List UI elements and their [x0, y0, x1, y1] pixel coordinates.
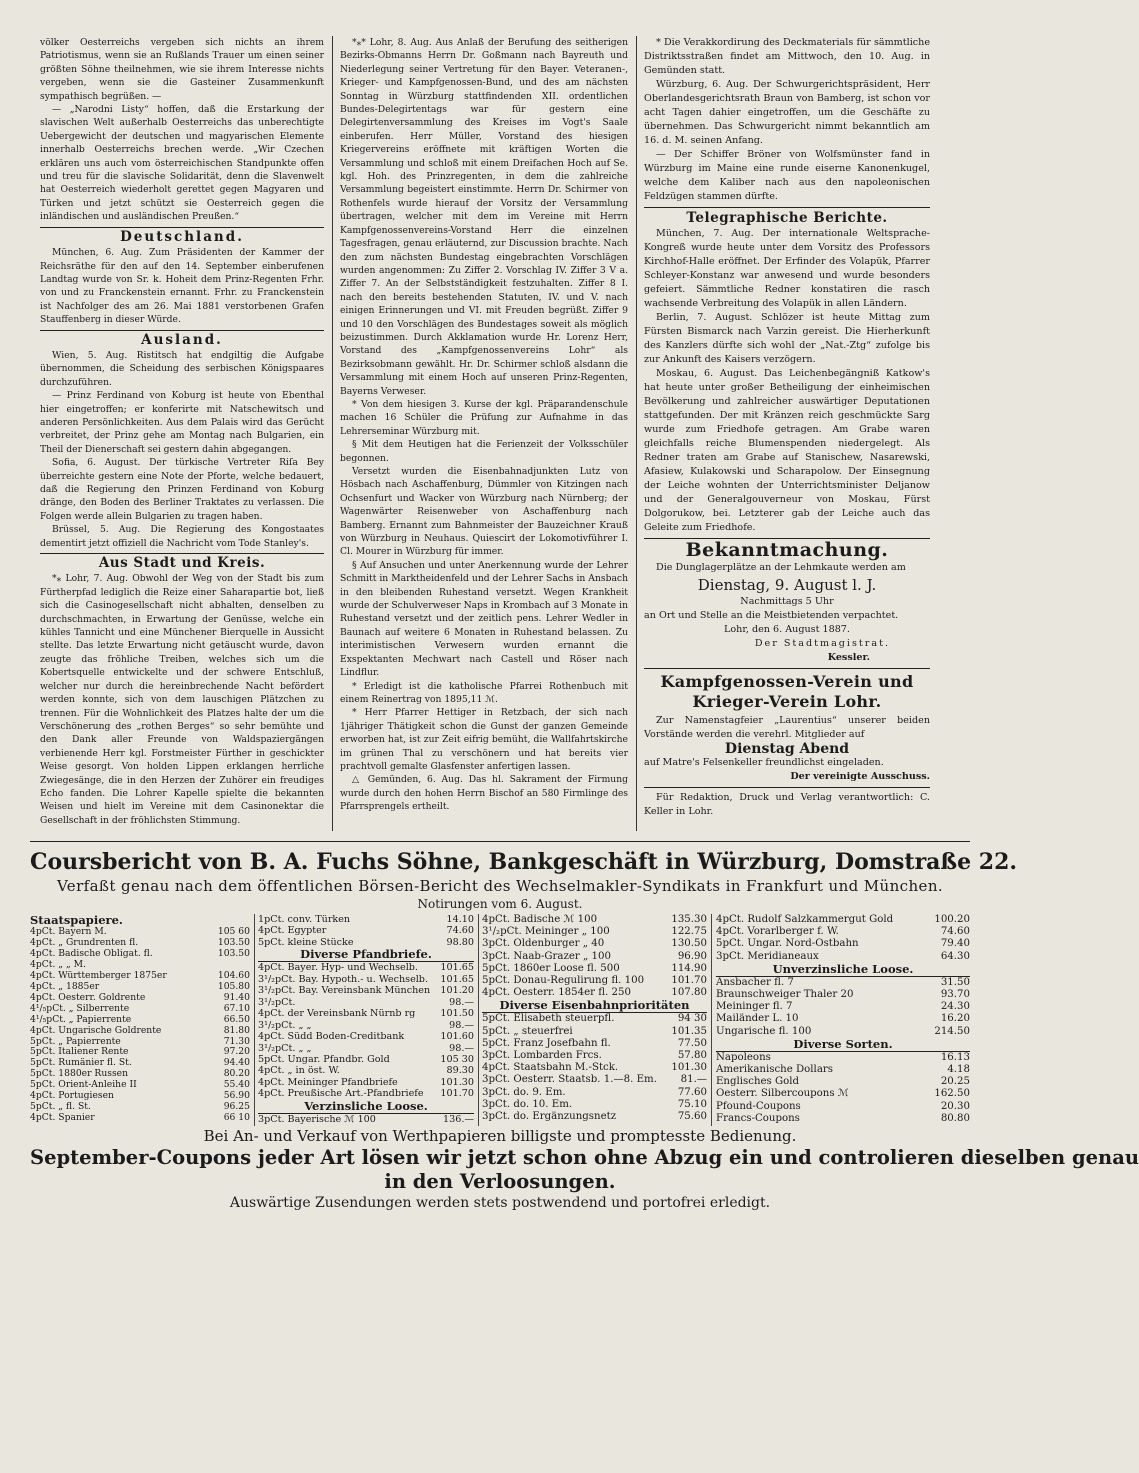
table-row — [716, 1064, 970, 1076]
table-cell-value: 100.20 — [934, 914, 970, 925]
table-cell-value: 136.— — [443, 1113, 474, 1125]
section-heading-deutschland: Deutschland. — [120, 228, 244, 245]
table-cell-value: 66.50 — [223, 1013, 250, 1025]
divider — [644, 668, 930, 669]
table-cell-name: Napoleons — [716, 1051, 771, 1063]
coursbericht-footer-1: Bei An- und Verkauf von Werthpapieren billigste und promptesste Bedienung. — [203, 1127, 797, 1145]
table-row — [716, 938, 970, 950]
coursbericht-footer-2b: in den Verloosungen. — [384, 1170, 616, 1193]
table-row — [258, 925, 474, 936]
table-row — [716, 977, 970, 989]
table-cell-name: 3pCt. do. Ergänzungsnetz — [482, 1111, 617, 1123]
table-cell-value: 80.20 — [223, 1068, 250, 1080]
table-column-4 — [716, 914, 970, 1125]
table-cell-value: 135.30 — [671, 914, 707, 925]
table-cell-value: 101.30 — [440, 1076, 474, 1088]
table-cell-name: 3¹/₂pCt. Meininger „ 100 — [482, 926, 610, 938]
article-lohr-7: *⁎ Lohr, 7. Aug. Obwohl der Weg von der Stadt bis zum Fürtherpfad lediglich die Reize einer Saharapartie bot, ließ sich die Casinogesellschaft nicht abhalten, denselben zu durchschmachten, in Erwartung der Genüsse, welche ein kühles Tannicht und eine Münchener Bierquelle in Aussicht stellte. Das letzte Erwartung nicht getäuscht wurde, davon zeugte das fröhliche Treiben, welches sich um die Kobertsquelle entwickelte und der schwere Entschluß, welcher nur durch die hereinbrechende Nacht befördert werden konnte, sich von dem lauschigen Plätzchen zu trennen. Für die Wohnlichkeit des Platzes halte der um die Verschönerung des „rothen Berges“ so sehr bemühte und den Dank aller Freunde von Waldspaziergängen verbienende Herr kgl. Forstmeister Fürther in geschickter Weise gesorgt. Von holden Lippen erklangen herrliche Zwiegesänge, die in den Herzen der Zuhörer ein freudiges Echo fanden. Die Lohrer Kapelle spielte die bekannten Weisen und hielt im Vereine mit dem Casinonektar die Gesellschaft in der fröhlichsten Stimmung. — [40, 573, 324, 826]
table-cell-value: 98.— — [449, 1042, 474, 1054]
verein-text: Zur Namenstagfeier „Laurentius“ unserer beiden Vorstände werden die verehrl. Mitglieder auf — [644, 715, 930, 740]
table-row — [482, 914, 707, 926]
course-table — [30, 914, 970, 1126]
bekanntmachung-time: Nachmittags 5 Uhr — [740, 596, 834, 607]
table-row — [482, 1062, 707, 1074]
table-cell-name: 3¹/₂pCt. „ „ — [258, 1019, 312, 1031]
table-cell-value: 79.40 — [940, 938, 970, 950]
table-cell-name: 4pCt. Spanier — [30, 1112, 95, 1124]
table-cell-value: 104.60 — [217, 969, 250, 981]
table-cell-value: 74.60 — [446, 925, 474, 937]
article-pfarrei-rothenbuch: * Erledigt ist die katholische Pfarrei Rothenbuch mit einem Reinertrag von 1895,11 ℳ. — [340, 680, 628, 705]
table-cell-value: 101.70 — [671, 975, 707, 987]
table-row — [716, 1001, 970, 1013]
table-cell-name: 5pCt. Donau-Regulirung fl. 100 — [482, 975, 645, 987]
table-row — [482, 975, 707, 987]
coursbericht-footer-3: Auswärtige Zusendungen werden stets postwendend und portofrei erledigt. — [229, 1195, 771, 1211]
bekanntmachung-text: Die Dunglagerplätze an der Lehmkaute werden am — [656, 562, 906, 573]
table-cell-value: 81.— — [680, 1074, 707, 1086]
verein-signature: Der vereinigte Ausschuss. — [790, 771, 930, 782]
table-row — [30, 1004, 250, 1015]
table-section-heading: Verzinsliche Loose. — [258, 1100, 474, 1114]
table-cell-name: 3pCt. Lombarden Frcs. — [482, 1050, 602, 1062]
table-cell-name: 3¹/₂pCt. — [258, 996, 296, 1008]
table-row — [716, 926, 970, 938]
bekanntmachung-signature: Der Stadtmagistrat. — [754, 638, 890, 649]
table-row — [258, 962, 474, 973]
bekanntmachung-place: Lohr, den 6. August 1887. — [724, 624, 850, 635]
table-cell-name: 4pCt. Badische Obligat. fl. — [30, 947, 153, 959]
verein-date: Dienstag Abend — [724, 741, 850, 757]
section-heading-stadt-kreis: Aus Stadt und Kreis. — [98, 555, 266, 572]
table-cell-value: 20.30 — [940, 1100, 970, 1112]
bekanntmachung-signature-name: Kessler. — [827, 652, 870, 663]
table-cell-value: 81.80 — [223, 1024, 250, 1036]
article-wuerzburg-schwurgericht: Würzburg, 6. Aug. Der Schwurgerichtspräsident, Herr Oberlandesgerichtsrath Braun von Bamberg, ist schon vor acht Tagen dahier eingetroffen, um die Geschäfte zu übernehmen. Das Schwurgericht nimmt bekanntlich am 16. d. M. seinen Anfang. — [644, 79, 930, 146]
table-cell-name: 4pCt. „ in öst. W. — [258, 1065, 340, 1077]
table-row — [258, 1020, 474, 1031]
table-cell-value: 94.40 — [223, 1057, 250, 1069]
table-row — [482, 1074, 707, 1086]
table-cell-value: 57.80 — [677, 1050, 707, 1062]
table-cell-value: 67.10 — [223, 1002, 250, 1014]
table-cell-name: 4pCt. Ungarische Goldrente — [30, 1024, 162, 1036]
article-tele-muenchen: München, 7. Aug. Der internationale Weltsprache-Kongreß wurde heute unter dem Vorsitz des Professors Kirchhof-Halle eröffnet. Der Erfinder des Volapük, Pfarrer Schleyer-Konstanz war anwesend und wurde besonders gefeiert. Sämmtliche Redner konstatiren die rasch wachsende Verbreitung des Volapük in allen Ländern. — [644, 228, 930, 309]
table-cell-name: 3¹/₂pCt. Bay. Hypoth.- u. Wechselb. — [258, 973, 429, 985]
table-cell-value: 64.30 — [940, 950, 970, 962]
table-cell-name: 4pCt. Bayern M. — [30, 926, 107, 937]
table-section-heading: Unverzinsliche Loose. — [716, 963, 970, 977]
table-cell-value: 75.60 — [677, 1111, 707, 1123]
table-cell-value: 98.80 — [446, 936, 474, 948]
coursbericht-note: Notirungen vom 6. August. — [417, 897, 583, 911]
article-intro: völker Oesterreichs vergeben sich nichts an ihrem Patriotismus, wenn sie an Rußlands Trauer um einen seiner größten Söhne theilnehmen, wie sie ihrem Interesse nichts vergeben, wenn sie die Gasteiner Zusammenkunft sympathisch begrüßen. — — [40, 37, 324, 102]
table-row — [482, 963, 707, 975]
article-berlin: Berlin, 7. August. Schlözer ist heute Mittag zum Fürsten Bismarck nach Varzin gereist. Die Hierherkunft des Kanzlers dürfte sich wohl der „Nat.-Ztg“ zufolge bis zur Ankunft des Kaisers verzögern. — [644, 312, 930, 365]
table-cell-name: 4pCt. Portugiesen — [30, 1090, 114, 1102]
table-row — [716, 1052, 970, 1064]
table-row — [716, 1076, 970, 1088]
table-cell-name: Francs-Coupons — [716, 1112, 800, 1124]
table-cell-value: 24.30 — [940, 1001, 970, 1013]
table-row — [716, 1101, 970, 1113]
table-cell-name: 3pCt. Naab-Grazer „ 100 — [482, 950, 611, 962]
divider — [40, 330, 324, 331]
table-row — [258, 914, 474, 925]
table-cell-name: Braunschweiger Thaler 20 — [716, 989, 854, 1001]
table-cell-name: 3pCt. Oldenburger „ 40 — [482, 938, 605, 950]
table-cell-value: 77.50 — [677, 1037, 707, 1049]
table-row — [482, 1038, 707, 1050]
article-gemuenden: △ Gemünden, 6. Aug. Das hl. Sakrament der Firmung wurde durch den hohen Herrn Bischof an 580 Firmlinge des Pfarrsprengels ertheilt. — [340, 774, 628, 813]
table-cell-value: 77.60 — [677, 1086, 707, 1098]
table-cell-value: 101.65 — [440, 962, 474, 974]
table-cell-name: 4pCt. „ Grundrenten fl. — [30, 936, 139, 948]
divider — [40, 227, 324, 228]
table-cell-value: 31.50 — [940, 976, 970, 988]
table-row — [716, 1088, 970, 1100]
table-cell-name: 3pCt. Bayerische ℳ 100 — [258, 1113, 376, 1125]
table-cell-name: 4pCt. Oesterr. Goldrente — [30, 991, 146, 1003]
table-cell-name: 1pCt. conv. Türken — [258, 914, 351, 925]
table-cell-name: 3¹/₂pCt. „ „ — [258, 1042, 312, 1054]
table-cell-value: 162.50 — [934, 1088, 970, 1100]
table-row — [30, 1015, 250, 1026]
table-row — [482, 926, 707, 938]
article-wien: Wien, 5. Aug. Ristitsch hat endgiltig die Aufgabe übernommen, die Scheidung des serbischen Königspaares durchzuführen. — [40, 349, 324, 388]
table-cell-value: 105 60 — [217, 926, 250, 937]
table-cell-value: 55.40 — [223, 1079, 250, 1091]
table-cell-name: Englisches Gold — [716, 1076, 800, 1088]
table-row — [258, 1031, 474, 1042]
table-row — [258, 1114, 474, 1125]
table-cell-name: 4pCt. Rudolf Salzkammergut Gold — [716, 914, 894, 925]
table-cell-value: 20.25 — [940, 1076, 970, 1088]
table-cell-value: 16.20 — [940, 1013, 970, 1025]
table-cell-name: 3¹/₂pCt. Bay. Vereinsbank München — [258, 985, 431, 997]
coursbericht-section — [30, 838, 1139, 1212]
table-row — [716, 914, 970, 926]
table-row — [258, 974, 474, 985]
table-cell-value: 98.— — [449, 1019, 474, 1031]
table-cell-value: 101.50 — [440, 1008, 474, 1020]
table-cell-name: 3pCt. do. 10. Em. — [482, 1098, 573, 1110]
table-column-3 — [482, 914, 707, 1123]
table-cell-value: 107.80 — [671, 987, 707, 999]
table-cell-name: 4pCt. der Vereinsbank Nürnb rg — [258, 1008, 416, 1020]
table-row — [258, 1008, 474, 1019]
table-cell-name: 4pCt. Vorarlberger f. W. — [716, 926, 839, 938]
table-cell-value: 14.10 — [446, 914, 474, 925]
table-cell-name: 4pCt. Bayer. Hyp- und Wechselb. — [258, 962, 418, 974]
bekanntmachung-text-2: an Ort und Stelle an die Meistbietenden verpachtet. — [644, 610, 899, 621]
article-prinz-ferdinand: — Prinz Ferdinand von Koburg ist heute von Ebenthal hier eingetroffen; er konferirte mit Natschewitsch und anderen Persönlichkeiten. Aus dem Palais wird das Gerücht verbreitet, der Prinz gehe am Montag nach Bulgarien, ein Theil der Dienerschaft sei gestern dahin abgegangen. — [40, 390, 324, 455]
article-lehrer-ruhestand: § Auf Ansuchen und unter Anerkennung wurde der Lehrer Schmitt in Marktheidenfeld und der Lehrer Sachs in Ansbach in den bleibenden Ruhestand versetzt. Wegen Krankheit wurde der Schulverweser Naps in Krombach auf 3 Monate in Ruhestand versetzt und der zeitlich pens. Lehrer Wedler in Baunach auf weitere 6 Monaten in Ruhestand belassen. Zu interimistischen Verwesern wurden ernannt die Exspektanten Mechwart nach Castell und Röser nach Lindflur. — [340, 559, 628, 679]
table-cell-value: 97.20 — [223, 1046, 250, 1058]
table-cell-value: 98.— — [449, 996, 474, 1008]
table-row — [258, 1065, 474, 1076]
table-row — [258, 1043, 474, 1054]
article-muenchen: München, 6. Aug. Zum Präsidenten der Kammer der Reichsräthe für den auf den 14. September einberufenen Landtag wurde von Sr. k. Hoheit dem Prinz-Regenten Frhr. von und zu Franckenstein ernannt. Frhr. zu Franckenstein ist Nachfolger des am 26. Mai 1881 verstorbenen Grafen Stauffenberg in dieser Würde. — [40, 247, 324, 326]
table-row — [258, 985, 474, 996]
table-column-2 — [258, 914, 474, 1125]
table-row — [716, 951, 970, 963]
table-cell-value: 74.60 — [940, 926, 970, 938]
table-cell-name: 5pCt. Italiener Rente — [30, 1046, 129, 1058]
table-row — [482, 1050, 707, 1062]
table-cell-name: 5pCt. Franz Josefbahn fl. — [482, 1037, 611, 1049]
divider — [644, 787, 930, 788]
table-cell-name: Mailänder L. 10 — [716, 1013, 799, 1025]
table-cell-value: 71.30 — [223, 1035, 250, 1047]
heading-bekanntmachung: Bekanntmachung. — [685, 539, 889, 561]
table-cell-value: 101.65 — [440, 973, 474, 985]
article-praeparandenschule: * Von dem hiesigen 3. Kurse der kgl. Präparandenschule machen 16 Schüler die Prüfung zur Aufnahme in das Lehrerseminar Würzburg mit. — [340, 398, 628, 437]
table-row — [482, 1026, 707, 1038]
table-cell-value: 101.30 — [671, 1062, 707, 1074]
column-3 — [644, 36, 930, 819]
table-cell-name: 4pCt. Oesterr. 1854er fl. 250 — [482, 987, 631, 999]
table-cell-name: 4pCt. Meininger Pfandbriefe — [258, 1076, 398, 1088]
table-row — [30, 1113, 250, 1124]
article-moskau: Moskau, 6. August. Das Leichenbegängniß Katkow's hat heute unter großer Betheiligung der einheimischen Bevölkerung und zahlreicher auswärtiger Deputationen stattgefunden. Der mit Kränzen reich geschmückte Sarg wurde zum Friedhofe getragen. Am Grabe waren gleichfalls reiche Blumenspenden niedergelegt. Als Redner traten am Grabe auf Stanischew, Nasarewski, Afasiew, Kulakowski und Scharapolow. Der Einsegnung der Leiche wohnten der Unterrichtsminister Deljanow und der Generalgouverneur von Moskau, Fürst Dolgorukow, bei. Letzterer gab der Leiche auch das Geleite zum Friedhofe. — [644, 368, 930, 533]
table-cell-name: 4¹/₅pCt. „ Silberrente — [30, 1002, 130, 1014]
table-cell-value: 101.20 — [440, 985, 474, 997]
table-column-rule — [254, 914, 255, 1126]
table-cell-name: 4pCt. „ „ M. — [30, 958, 86, 970]
table-cell-name: 3pCt. do. 9. Em. — [482, 1086, 566, 1098]
table-section-heading: Diverse Pfandbriefe. — [258, 948, 474, 962]
section-heading-ausland: Ausland. — [141, 331, 223, 348]
column-rule-1 — [332, 36, 333, 831]
article-verakkordirung: * Die Verakkordirung des Deckmaterials für sämmtliche Distriktsstraßen findet am Mittwoch, den 10. Aug. in Gemünden statt. — [644, 37, 930, 76]
table-row — [482, 1013, 707, 1025]
table-column-rule — [711, 914, 712, 1126]
table-cell-name: 4pCt. Württemberger 1875er — [30, 969, 167, 981]
table-cell-name: 4pCt. Südd Boden-Creditbank — [258, 1031, 405, 1043]
table-cell-name: 5pCt. Rumänier fl. St. — [30, 1057, 132, 1069]
table-cell-name: 3pCt. Meridianeaux — [716, 950, 819, 962]
article-kanonenkugel: — Der Schiffer Bröner von Wolfsmünster fand in Würzburg im Maine eine runde eiserne Kanonenkugel, welche dem Kaliber nach aus den napoleonischen Feldzügen stammen dürfte. — [644, 149, 930, 202]
column-2 — [340, 36, 628, 814]
table-cell-name: 4pCt. Badische ℳ 100 — [482, 914, 598, 925]
article-ferienzeit: § Mit dem Heutigen hat die Ferienzeit der Volksschüler begonnen. — [340, 439, 628, 464]
table-cell-name: 5pCt. 1880er Russen — [30, 1068, 129, 1080]
article-versetzungen-eisenbahn: Versetzt wurden die Eisenbahnadjunkten Lutz von Hösbach nach Aschaffenburg, Dümmler von Kitzingen nach Ochsenfurt und Wacker von Würzburg nach Nürnberg; der Wagenwärter Reisenweber von Aschaffenburg nach Bamberg. Ernannt zum Bahnmeister der Bauzeichner Krauß von Würzburg in Neuhaus. Quiescirt der Lokomotivführer I. Cl. Mourer in Würzburg für immer. — [340, 466, 628, 558]
table-section-heading: Staatspapiere. — [30, 913, 123, 927]
article-bruessel: Brüssel, 5. Aug. Die Regierung des Kongostaates dementirt jetzt offiziell die Nachricht vom Tode Stanley's. — [40, 524, 324, 549]
table-cell-name: 5pCt. 1860er Loose fl. 500 — [482, 962, 620, 974]
bekanntmachung-date: Dienstag, 9. August l. J. — [697, 576, 877, 594]
table-row — [716, 1013, 970, 1025]
verein-text-2: auf Matre's Felsenkeller freundlichst eingeladen. — [644, 757, 884, 768]
table-row — [716, 989, 970, 1001]
article-lohr-8: *⁎* Lohr, 8. Aug. Aus Anlaß der Berufung des seitherigen Bezirks-Obmanns Herrn Dr. Goßmann nach Bayreuth und Niederlegung seiner Vertretung für den Bayer. Veteranen-, Krieger- und Kampfgenossen-Bund, und des am nächsten Sonntag in Würzburg stattfindenden XII. ordentlichen Bundes-Delegirtentags war für gestern eine Delegirtenversammlung des Kreises im Vogt's Saale einberufen. Herr Müller, Vorstand des hiesigen Kriegervereins eröffnete mit kräftigen Worten die Versammlung und schloß mit einem Dreifachen Hoch auf Se. kgl. Hoh. des Prinzregenten, in dem die zahlreiche Versammlung begeistert einstimmte. Herrn Dr. Schirmer von Rothenfels wurde hierauf der Vorsitz der Versammlung übertragen, welcher mit dem im Vereine mit Herrn Kampfgenossenvereins-Vorstand Herr die einzelnen Tagesfragen, genau erläuternd, zur Discussion brachte. Nach den zum nächsten Bundestag eingebrachten Vorschlägen wurden angenommen: Zu Ziffer 2. Vorschlag IV. Ziffer 3 V a. Ziffer 7. An der Selbstständigkeit festzuhalten. Ziffer 8 I. nach den bereits bestehenden Statuten, IV. und V. nach einigen Erinnerungen und VI. mit Freuden begrüßt. Ziffer 9 und 10 den Vorschlägen des Bundestages soweit als möglich beizustimmen. Durch Akklamation wurde Hr. Lorenz Herr, Vorstand des „Kampfgenossenvereins Lohr“ als Bezirksobmann gewählt. Hr. Dr. Schirmer schloß alsdann die Versammlung mit einem Hoch auf unseren Prinz-Regenten, Bayerns Verweser. — [340, 37, 628, 397]
table-row — [716, 1113, 970, 1125]
column-rule-2 — [636, 36, 637, 831]
table-row — [258, 1054, 474, 1065]
table-cell-name: 5pCt. Orient-Anleihe II — [30, 1079, 137, 1091]
table-cell-name: 4pCt. Egypter — [258, 925, 327, 937]
coursbericht-title: Coursbericht von B. A. Fuchs Söhne, Bankgeschäft in Würzburg, Domstraße 22. — [30, 849, 1018, 875]
table-cell-name: 5pCt. „ fl. St. — [30, 1101, 91, 1113]
table-row — [258, 997, 474, 1008]
table-cell-name: 5pCt. Elisabeth steuerpfl. — [482, 1013, 615, 1025]
table-row — [482, 1099, 707, 1111]
table-cell-value: 122.75 — [671, 926, 707, 938]
table-cell-name: 5pCt. „ steuerfrei — [482, 1025, 573, 1037]
table-cell-value: 114.90 — [671, 962, 707, 974]
table-cell-name: 4pCt. „ 1885er — [30, 980, 100, 992]
table-section-heading: Diverse Eisenbahnprioritäten — [482, 999, 707, 1013]
table-cell-value: 130.50 — [671, 938, 707, 950]
divider — [644, 207, 930, 208]
table-cell-value: 75.10 — [677, 1098, 707, 1110]
coursbericht-subtitle: Verfaßt genau nach dem öffentlichen Börsen-Bericht des Wechselmakler-Syndikats in Frankfurt und München. — [56, 877, 944, 895]
table-cell-name: 4¹/₅pCt. „ Papierrente — [30, 1013, 132, 1025]
article-pfarrer-hettiger: * Herr Pfarrer Hettiger in Retzbach, der sich nach 1jähriger Thätigkeit schon die Gunst der ganzen Gemeinde erworben hat, ist zur Zeit eifrig bemüht, die Wallfahrtskirche im grünen Thal zu verschönern und hat bereits vier prachtvoll gemalte Glasfenster anfertigen lassen. — [340, 707, 628, 772]
table-row — [482, 951, 707, 963]
heading-kampfgenossen-verein: Kampfgenossen-Verein und Krieger-Verein Lohr. — [660, 672, 914, 711]
table-row — [482, 938, 707, 950]
table-cell-name: Amerikanische Dollars — [716, 1064, 833, 1076]
table-cell-name: 4pCt. Staatsbahn M.-Stck. — [482, 1062, 619, 1074]
table-cell-value: 91.40 — [223, 991, 250, 1003]
table-column-staatspapiere — [30, 914, 250, 1124]
table-cell-name: 4pCt. Preußische Art.-Pfandbriefe — [258, 1088, 424, 1100]
table-cell-value: 93.70 — [940, 989, 970, 1001]
table-cell-value: 103.50 — [217, 936, 250, 948]
column-1 — [40, 36, 324, 827]
table-cell-name: Pfound-Coupons — [716, 1100, 801, 1112]
table-cell-value: 80.80 — [940, 1112, 970, 1124]
table-row — [258, 1077, 474, 1088]
table-cell-name: 5pCt. „ Papierrente — [30, 1035, 121, 1047]
article-sofia: Sofia, 6. August. Der türkische Vertreter Riſa Bey überreichte gestern eine Note der Pforte, welche bedauert, daß die Regierung den Prinzen Ferdinand von Koburg dränge, den Boden des Berliner Traktates zu verlassen. Die Folgen werde allein Bulgarien zu tragen haben. — [40, 457, 324, 522]
table-cell-value: 103.50 — [217, 947, 250, 959]
table-column-rule — [478, 914, 479, 1126]
table-cell-value: 101.35 — [671, 1025, 707, 1037]
table-row — [716, 1026, 970, 1038]
table-cell-value: 16.13 — [940, 1051, 970, 1063]
table-cell-name: Ungarische fl. 100 — [716, 1025, 812, 1037]
table-cell-value: 96.25 — [223, 1101, 250, 1113]
table-cell-name: 3pCt. Oesterr. Staatsb. 1.—8. Em. — [482, 1074, 657, 1086]
table-row — [482, 1087, 707, 1099]
coursbericht-footer-2: September-Coupons jeder Art lösen wir jetzt schon ohne Abzug ein und controlieren dieselben genau — [30, 1146, 1139, 1169]
table-cell-name: Oesterr. Silbercoupons ℳ — [716, 1088, 849, 1100]
table-cell-value: 96.90 — [677, 950, 707, 962]
table-cell-value: 214.50 — [934, 1025, 970, 1037]
article-narodni-listy: — „Narodni Listy“ hoffen, daß die Erstarkung der slavischen Welt außerhalb Oesterreichs das unberechtigte Uebergewicht der deutschen und magyarischen Elemente innerhalb Oesterreichs brechen werde. „Wir Czechen erklären uns auch vom österreichischen Standpunkte offen und treu für die slavische Solidarität, denn die Slavenwelt hat Oesterreich wiederholt gerettet gegen Magyaren und Türken und jetzt schützt sie Oesterreich gegen die inländischen und ausländischen Preußen.“ — [40, 104, 324, 223]
table-cell-value: 89.30 — [446, 1065, 474, 1077]
table-cell-value: 101.70 — [440, 1088, 474, 1100]
impressum: Für Redaktion, Druck und Verlag verantwortlich: C. Keller in Lohr. — [644, 792, 930, 817]
table-cell-name: 5pCt. Ungar. Pfandbr. Gold — [258, 1053, 390, 1065]
table-cell-name: 5pCt. Ungar. Nord-Ostbahn — [716, 938, 859, 950]
table-row — [30, 1026, 250, 1037]
table-cell-value: 56.90 — [223, 1090, 250, 1102]
table-section-heading: Diverse Sorten. — [716, 1038, 970, 1052]
table-cell-value: 4.18 — [947, 1064, 970, 1076]
table-cell-value: 101.60 — [440, 1031, 474, 1043]
table-cell-name: Meininger fl. 7 — [716, 1001, 793, 1013]
table-cell-value: 94 30 — [677, 1013, 707, 1025]
table-cell-name: Ansbacher fl. 7 — [716, 976, 794, 988]
divider — [30, 841, 970, 842]
table-cell-value: 105.80 — [217, 980, 250, 992]
table-cell-value: 66 10 — [223, 1112, 250, 1124]
divider — [40, 553, 324, 554]
table-cell-name: 5pCt. kleine Stücke — [258, 936, 354, 948]
table-cell-value: 105 30 — [440, 1053, 474, 1065]
table-row — [482, 1111, 707, 1123]
section-heading-telegraphische-berichte: Telegraphische Berichte. — [686, 210, 888, 226]
